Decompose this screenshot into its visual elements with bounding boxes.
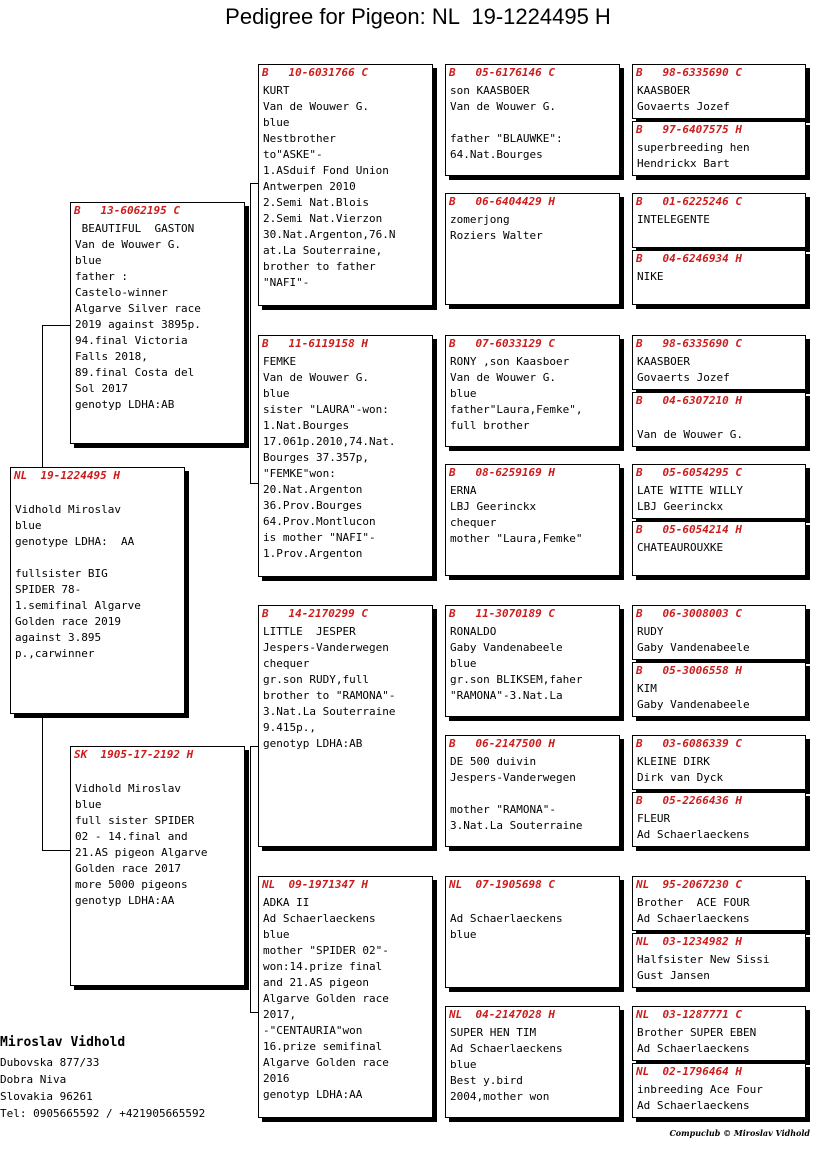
pigeon-info: LITTLE JESPER Jespers-Vanderwegen chequer gr.son RUDY,full brother to "RAMONA"- 3.Nat.La Souterraine 9.415p., genotyp LDHA:AB — [263, 625, 396, 750]
pigeon-card-gen3[interactable] — [445, 64, 620, 176]
pigeon-info: DE 500 duivin Jespers-Vanderwegen mother "RAMONA"- 3.Nat.La Souterraine — [450, 755, 583, 832]
ring-number: B 05-6054295 C — [636, 466, 742, 479]
pigeon-card-dam[interactable] — [70, 746, 245, 986]
pigeon-info: ERNA LBJ Geerinckx chequer mother "Laura,Femke" — [450, 484, 583, 545]
ring-number: NL 02-1796464 H — [636, 1065, 742, 1078]
ring-number: B 06-6404429 H — [449, 195, 555, 208]
owner-country: Slovakia 96261 — [0, 1090, 93, 1103]
pigeon-info: Brother ACE FOUR Ad Schaerlaeckens — [637, 896, 750, 925]
pigeon-card-gen3[interactable] — [445, 193, 620, 305]
pigeon-info: SUPER HEN TIM Ad Schaerlaeckens blue Best y.bird 2004,mother won — [450, 1026, 563, 1103]
pigeon-info: RONY ,son Kaasboer Van de Wouwer G. blue father"Laura,Femke", full brother — [450, 355, 583, 432]
ring-number: NL 09-1971347 H — [262, 878, 368, 891]
pigeon-card-gen3[interactable] — [445, 876, 620, 988]
pigeon-card-gen4[interactable] — [632, 250, 806, 305]
ring-number: B 05-3006558 H — [636, 664, 742, 677]
pigeon-info: CHATEAUROUXKE — [637, 541, 724, 554]
pigeon-info: RUDY Gaby Vandenabeele — [637, 625, 750, 654]
pigeon-card-gen4[interactable] — [632, 933, 806, 988]
pigeon-card-gen4[interactable] — [632, 521, 806, 576]
owner-street: Dubovska 877/33 — [0, 1056, 100, 1069]
pigeon-info: Ad Schaerlaeckens blue — [450, 912, 563, 941]
pigeon-card-gen4[interactable] — [632, 392, 806, 447]
ring-number: NL 95-2067230 C — [636, 878, 742, 891]
ring-number: NL 04-2147028 H — [449, 1008, 555, 1021]
pigeon-info: superbreeding hen Hendrickx Bart — [637, 141, 750, 170]
pigeon-info: NIKE — [637, 270, 664, 283]
ring-number: B 11-6119158 H — [262, 337, 368, 350]
ring-number: SK 1905-17-2192 H — [74, 748, 194, 761]
connector-line — [250, 1012, 258, 1013]
pigeon-card-gen2[interactable] — [258, 605, 433, 847]
ring-number: NL 07-1905698 C — [449, 878, 555, 891]
ring-number: B 14-2170299 C — [262, 607, 368, 620]
pigeon-card-gen3[interactable] — [445, 1006, 620, 1118]
pigeon-info: KIM Gaby Vandenabeele — [637, 682, 750, 711]
pigeon-info: Halfsister New Sissi Gust Jansen — [637, 953, 770, 982]
connector-line — [250, 746, 251, 1012]
pigeon-info: KURT Van de Wouwer G. blue Nestbrother to"ASKE"- 1.ASduif Fond Union Antwerpen 2010 2.Semi Nat.Blois 2.Semi Nat.Vierzon 30.Nat.Argenton,76.N at.La Souterraine, brother to father "NAFI"- — [263, 84, 396, 289]
ring-number: B 98-6335690 C — [636, 66, 742, 79]
ring-number: B 05-6176146 C — [449, 66, 555, 79]
ring-number: B 04-6307210 H — [636, 394, 742, 407]
pigeon-info: inbreeding Ace Four Ad Schaerlaeckens — [637, 1083, 763, 1112]
ring-number: B 98-6335690 C — [636, 337, 742, 350]
pigeon-card-gen4[interactable] — [632, 792, 806, 847]
ring-number: B 07-6033129 C — [449, 337, 555, 350]
pigeon-card-gen4[interactable] — [632, 335, 806, 390]
ring-number: NL 03-1287771 C — [636, 1008, 742, 1021]
ring-number: B 10-6031766 C — [262, 66, 368, 79]
pigeon-card-gen4[interactable] — [632, 876, 806, 931]
connector-line — [42, 325, 43, 467]
connector-line — [42, 325, 70, 326]
ring-number: B 05-2266436 H — [636, 794, 742, 807]
pigeon-info: FLEUR Ad Schaerlaeckens — [637, 812, 750, 841]
pigeon-info: LATE WITTE WILLY LBJ Geerinckx — [637, 484, 743, 513]
ring-number: B 05-6054214 H — [636, 523, 742, 536]
pigeon-info: RONALDO Gaby Vandenabeele blue gr.son BLIKSEM,faher "RAMONA"-3.Nat.La — [450, 625, 583, 702]
pigeon-info: KAASBOER Govaerts Jozef — [637, 84, 730, 113]
pigeon-card-gen4[interactable] — [632, 1063, 806, 1118]
ring-number: NL 19-1224495 H — [14, 469, 120, 482]
pigeon-card-gen4[interactable] — [632, 735, 806, 790]
pigeon-card-gen3[interactable] — [445, 735, 620, 847]
pigeon-card-gen4[interactable] — [632, 662, 806, 717]
pigeon-info: INTELEGENTE — [637, 213, 710, 226]
ring-number: NL 03-1234982 H — [636, 935, 742, 948]
pigeon-info: son KAASBOER Van de Wouwer G. father "BLAUWKE": 64.Nat.Bourges — [450, 84, 563, 161]
pigeon-card-gen4[interactable] — [632, 464, 806, 519]
pigeon-card-gen3[interactable] — [445, 464, 620, 576]
pigeon-card-gen2[interactable] — [258, 64, 433, 306]
owner-city: Dobra Niva — [0, 1073, 67, 1086]
pigeon-info: Vidhold Miroslav blue genotype LDHA: AA fullsister BIG SPIDER 78- 1.semifinal Algarve Golden race 2019 against 3.895 p.,carwinner — [15, 503, 141, 660]
pigeon-card-gen2[interactable] — [258, 876, 433, 1118]
connector-line — [250, 483, 258, 484]
pigeon-info: ADKA II Ad Schaerlaeckens blue mother "SPIDER 02"- won:14.prize final and 21.AS pigeon Algarve Golden race 2017, -"CENTAURIA"won 16.prize semifinal Algarve Golden race 2016 genotyp LDHA:AA — [263, 896, 389, 1101]
connector-line — [250, 183, 251, 483]
footer-credit: Compuclub © Miroslav Vidhold — [669, 1128, 810, 1138]
pigeon-info: FEMKE Van de Wouwer G. blue sister "LAURA"-won: 1.Nat.Bourges 17.061p.2010,74.Nat. Bourges 37.357p, "FEMKE"won: 20.Nat.Argenton 36.Prov.Bourges 64.Prov.Montlucon is mother "NAFI"- 1.Prov.Argenton — [263, 355, 396, 560]
ring-number: B 06-2147500 H — [449, 737, 555, 750]
pigeon-card-gen4[interactable] — [632, 121, 806, 176]
pigeon-card-subject[interactable] — [10, 467, 185, 714]
pigeon-info: BEAUTIFUL GASTON Van de Wouwer G. blue father : Castelo-winner Algarve Silver race 2019 against 3895p. 94.final Victoria Falls 2018, 89.final Costa del Sol 2017 genotyp LDHA:AB — [75, 222, 201, 411]
pigeon-info: KLEINE DIRK Dirk van Dyck — [637, 755, 724, 784]
ring-number: B 13-6062195 C — [74, 204, 180, 217]
ring-number: B 06-3008003 C — [636, 607, 742, 620]
pigeon-card-gen4[interactable] — [632, 1006, 806, 1061]
ring-number: B 01-6225246 C — [636, 195, 742, 208]
pigeon-info: Vidhold Miroslav blue full sister SPIDER 02 - 14.final and 21.AS pigeon Algarve Golden race 2017 more 5000 pigeons genotyp LDHA:AA — [75, 782, 208, 907]
page-title: Pedigree for Pigeon: NL 19-1224495 H — [225, 4, 611, 29]
ring-number: B 03-6086339 C — [636, 737, 742, 750]
connector-line — [250, 183, 258, 184]
connector-line — [250, 746, 258, 747]
ring-number: B 04-6246934 H — [636, 252, 742, 265]
pigeon-card-sire[interactable] — [70, 202, 245, 444]
pigeon-info: KAASBOER Govaerts Jozef — [637, 355, 730, 384]
owner-name: Miroslav Vidhold — [0, 1035, 126, 1050]
ring-number: B 08-6259169 H — [449, 466, 555, 479]
pigeon-info: Van de Wouwer G. — [637, 428, 743, 441]
owner-info — [0, 1034, 205, 1122]
pigeon-info: Brother SUPER EBEN Ad Schaerlaeckens — [637, 1026, 757, 1055]
connector-line — [42, 714, 43, 850]
ring-number: B 11-3070189 C — [449, 607, 555, 620]
pigeon-card-gen4[interactable] — [632, 193, 806, 248]
ring-number: B 97-6407575 H — [636, 123, 742, 136]
connector-line — [42, 850, 70, 851]
pigeon-card-gen4[interactable] — [632, 605, 806, 660]
pigeon-card-gen2[interactable] — [258, 335, 433, 577]
pigeon-info: zomerjong Roziers Walter — [450, 213, 543, 242]
pigeon-card-gen4[interactable] — [632, 64, 806, 119]
owner-phone: Tel: 0905665592 / +421905665592 — [0, 1107, 206, 1120]
pigeon-card-gen3[interactable] — [445, 605, 620, 717]
pigeon-card-gen3[interactable] — [445, 335, 620, 447]
